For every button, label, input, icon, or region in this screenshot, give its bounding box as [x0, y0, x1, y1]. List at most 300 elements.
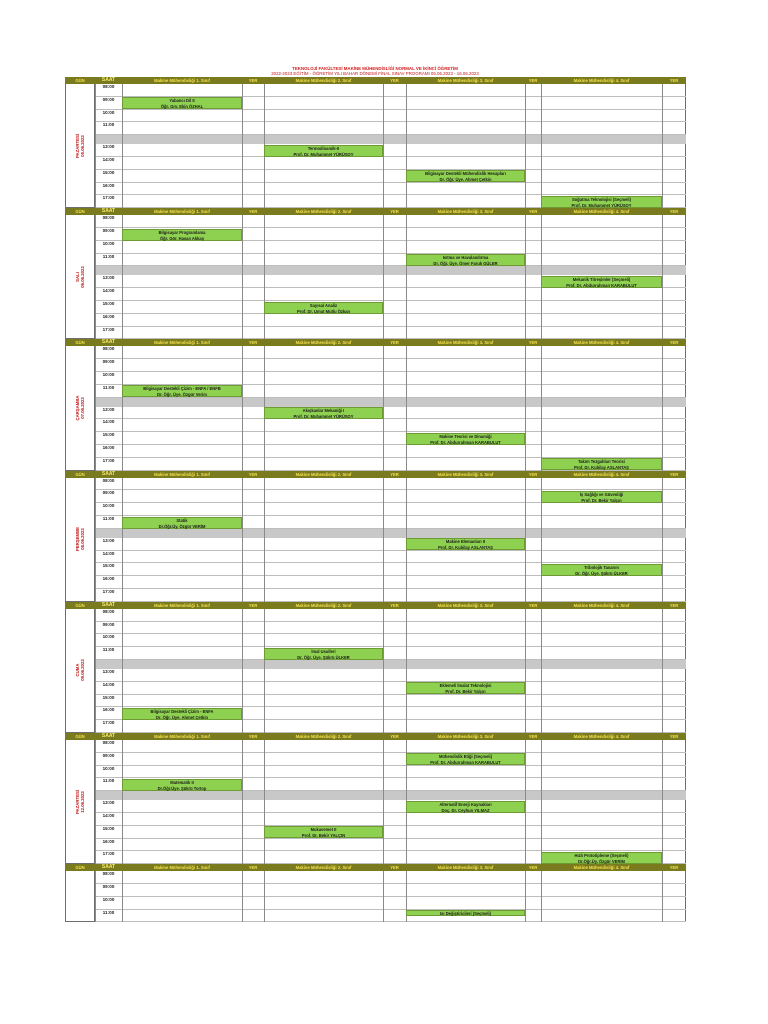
column-divider — [541, 84, 542, 208]
time-label: 15:00 — [102, 432, 115, 438]
header-yer: YER — [390, 471, 399, 477]
header-yer: YER — [528, 602, 538, 608]
column-divider — [95, 215, 96, 339]
column-divider — [264, 609, 265, 733]
exam-course: Soğutma Teknolojisi (Seçmeli) — [571, 196, 632, 202]
time-label: 08:00 — [102, 740, 115, 745]
exam-course: Yabancı Dil II — [169, 98, 195, 104]
exam-instructor: Prof. Dr. Kubilay ASLANTAŞ — [438, 545, 493, 551]
column-divider — [406, 215, 407, 339]
lunch-break-row — [95, 791, 686, 800]
column-divider — [383, 740, 384, 864]
header-yer: YER — [669, 209, 679, 215]
time-row — [95, 576, 686, 589]
time-row — [95, 288, 686, 301]
exam-instructor: Dr.Öğr.Üye. Şükrü Tortop — [157, 785, 207, 791]
exam-course: Matematik II — [170, 779, 194, 785]
header-yer: YER — [390, 734, 399, 739]
column-divider — [406, 84, 407, 208]
time-row — [95, 622, 686, 635]
day-date: 07.06.2023 — [80, 397, 85, 419]
time-row — [95, 753, 686, 766]
exam-instructor: Öğr. Grv. Ekin ÖZHAL — [160, 104, 204, 110]
header-yer: YER — [248, 209, 258, 215]
exam-instructor: Prof. Dr. Bekir YALÇIN — [301, 833, 346, 839]
time-label: 16:00 — [102, 707, 115, 713]
header-class-4: Makine Mühendisliği 4. Sınıf — [573, 865, 630, 871]
column-divider — [406, 346, 407, 470]
lunch-break-row — [95, 135, 686, 144]
column-divider — [264, 215, 265, 339]
time-label: 08:00 — [102, 346, 115, 352]
header-yer: YER — [390, 602, 399, 608]
time-row — [95, 766, 686, 779]
time-row — [95, 183, 686, 196]
column-divider — [525, 84, 526, 208]
exam-cell[interactable] — [541, 458, 662, 470]
header-gun: GÜN — [75, 340, 85, 346]
column-divider — [525, 740, 526, 864]
time-label: 17:00 — [102, 851, 115, 857]
column-divider — [122, 740, 123, 864]
column-divider — [662, 346, 663, 470]
day-name: PAZARTESİ — [75, 133, 80, 158]
schedule-header-row — [65, 208, 686, 215]
day-date: 08.06.2023 — [80, 528, 85, 550]
exam-cell[interactable] — [406, 254, 525, 266]
column-divider — [264, 871, 265, 922]
time-row — [95, 215, 686, 228]
column-divider — [242, 871, 243, 922]
column-divider — [383, 609, 384, 733]
column-divider — [525, 478, 526, 602]
header-saat: SAAT — [101, 339, 116, 346]
day-name: CUMA — [75, 663, 80, 677]
exam-course: Hızlı Prototipleme (Seçmeli) — [574, 852, 629, 858]
exam-cell[interactable] — [122, 779, 242, 791]
header-saat: SAAT — [101, 601, 116, 608]
time-row — [95, 740, 686, 753]
header-class-1: Makine Mühendisliği 1. Sınıf — [154, 734, 210, 739]
time-row — [95, 254, 686, 267]
header-yer: YER — [390, 209, 399, 215]
time-row — [95, 327, 686, 340]
header-gun: GÜN — [75, 865, 85, 871]
time-label: 16:00 — [102, 576, 115, 582]
time-label: 10:00 — [102, 765, 115, 771]
header-yer: YER — [669, 734, 679, 739]
exam-cell[interactable] — [406, 538, 525, 550]
time-label: 14:00 — [102, 157, 115, 162]
header-class-4: Makine Mühendisliği 4. Sınıf — [573, 78, 630, 83]
column-divider — [525, 871, 526, 922]
time-label: 13:00 — [102, 669, 115, 674]
header-yer: YER — [248, 602, 258, 608]
header-yer: YER — [248, 340, 258, 346]
time-label: 09:00 — [102, 96, 115, 102]
exam-course: Isı Değiştiricileri (Seçmeli) — [440, 911, 491, 917]
time-row — [95, 634, 686, 647]
column-divider — [406, 609, 407, 733]
time-label: 09:00 — [102, 621, 115, 627]
header-saat: SAAT — [101, 208, 116, 215]
header-saat: SAAT — [101, 733, 116, 739]
exam-course: Makine Teorisi ve Dinamiği — [439, 433, 492, 439]
lunch-break-row — [95, 660, 686, 669]
column-divider — [264, 740, 265, 864]
exam-course: Mukavemet II — [310, 827, 337, 833]
column-divider — [95, 346, 96, 470]
time-label: 15:00 — [102, 301, 115, 306]
time-label: 13:00 — [102, 537, 115, 543]
column-divider — [242, 478, 243, 602]
header-class-3: Makine Mühendisliği 3. Sınıf — [437, 209, 494, 215]
header-class-3: Makine Mühendisliği 3. Sınıf — [437, 78, 494, 83]
column-divider — [122, 346, 123, 470]
header-gun: GÜN — [75, 602, 85, 608]
column-divider — [95, 84, 96, 208]
header-class-2: Makine Mühendisliği 2. Sınıf — [295, 734, 352, 739]
time-label: 11:00 — [102, 647, 115, 653]
time-row — [95, 884, 686, 897]
page-title: TEKNOLOJİ FAKÜLTESİ MAKİNE MÜHENDİSLİĞİ NORMAL VE İKİNCİ ÖĞRETİM — [292, 66, 458, 71]
column-divider — [242, 346, 243, 470]
exam-course: Mühendislik Etiği (Seçmeli) — [438, 754, 492, 760]
exam-cell[interactable] — [541, 564, 662, 576]
time-row — [95, 669, 686, 682]
exam-course: Bilgisayar Destekli Çizim - ENFA / ENFB — [143, 386, 221, 392]
column-divider — [383, 84, 384, 208]
exam-cell[interactable] — [122, 229, 242, 241]
header-class-2: Makine Mühendisliği 2. Sınıf — [295, 865, 352, 871]
header-class-2: Makine Mühendisliği 2. Sınıf — [295, 78, 352, 83]
time-label: 16:00 — [102, 445, 115, 450]
page-subtitle: 2022-2023 EĞİTİM - ÖĞRETİM YILI BAHAR DÖNEMİ FİNAL SINAV PROGRAMI 05.06.2023 - 16.06.2023 — [271, 71, 479, 76]
header-saat: SAAT — [101, 470, 116, 477]
time-label: 10:00 — [102, 109, 115, 115]
time-label: 15:00 — [102, 563, 115, 569]
time-row — [95, 695, 686, 708]
header-class-1: Makine Mühendisliği 1. Sınıf — [154, 471, 210, 477]
column-divider — [242, 84, 243, 208]
column-divider — [662, 84, 663, 208]
column-divider — [383, 215, 384, 339]
column-divider — [541, 871, 542, 922]
time-label: 13:00 — [102, 800, 115, 806]
column-divider — [122, 478, 123, 602]
exam-instructor: Dr. Öğr. Üye. Özgür Verim — [157, 392, 207, 398]
time-row — [95, 839, 686, 852]
exam-cell[interactable] — [122, 708, 242, 720]
header-class-2: Makine Mühendisliği 2. Sınıf — [295, 209, 352, 215]
header-yer: YER — [528, 340, 538, 346]
lunch-break-row — [95, 266, 686, 275]
header-class-4: Makine Mühendisliği 4. Sınıf — [573, 734, 630, 739]
time-row — [95, 346, 686, 359]
header-yer: YER — [390, 340, 399, 346]
time-label: 10:00 — [102, 503, 115, 509]
exam-course: Tribolojik Tasarım — [584, 564, 619, 570]
exam-instructor: Prof. Dr. Abdurrahman KARABULUT — [430, 760, 501, 766]
time-label: 10:00 — [102, 372, 115, 377]
time-row — [95, 359, 686, 372]
time-row — [95, 122, 686, 135]
header-yer: YER — [390, 78, 399, 83]
header-class-3: Makine Mühendisliği 3. Sınıf — [437, 734, 494, 739]
column-divider — [242, 215, 243, 339]
time-label: 09:00 — [102, 359, 115, 365]
time-label: 16:00 — [102, 838, 115, 844]
time-label: 10:00 — [102, 634, 115, 640]
time-label: 17:00 — [102, 326, 115, 332]
exam-cell[interactable] — [264, 648, 383, 660]
exam-cell[interactable] — [264, 826, 383, 838]
column-divider — [662, 478, 663, 602]
column-divider — [662, 609, 663, 733]
time-label: 10:00 — [102, 240, 115, 246]
header-yer: YER — [669, 471, 679, 477]
column-divider — [662, 215, 663, 339]
exam-cell[interactable] — [541, 852, 662, 864]
exam-instructor: Prof. Dr. Abdurrahman KARABULUT — [430, 439, 501, 445]
exam-course: Akışkanlar Mekaniği I — [302, 408, 345, 414]
time-label: 11:00 — [102, 253, 115, 259]
exam-instructor: Prof. Dr. Abdurrahman KARABULUT — [566, 282, 637, 288]
time-row — [95, 800, 686, 813]
exam-instructor: Dr.Öğr.Üy. Özgür VERİM — [158, 523, 206, 529]
time-row — [95, 445, 686, 458]
time-label: 11:00 — [102, 909, 115, 915]
exam-course: Bilgisayar Programlama — [158, 229, 206, 235]
exam-course: Isıtma ve Havalandırma — [442, 255, 489, 261]
header-yer: YER — [390, 865, 399, 871]
header-class-1: Makine Mühendisliği 1. Sınıf — [154, 78, 210, 83]
exam-cell[interactable] — [406, 910, 525, 916]
day-date: 09.06.2023 — [80, 659, 85, 682]
column-divider — [383, 346, 384, 470]
exam-cell[interactable] — [264, 145, 383, 157]
exam-course: Takım Tezgahları Teorisi — [578, 459, 625, 465]
header-yer: YER — [248, 734, 258, 739]
exam-cell[interactable] — [406, 170, 525, 182]
column-divider — [541, 346, 542, 470]
time-row — [95, 609, 686, 622]
column-divider — [95, 740, 96, 864]
column-divider — [662, 871, 663, 922]
header-gun: GÜN — [75, 209, 85, 215]
exam-cell[interactable] — [406, 801, 525, 813]
time-row — [95, 314, 686, 327]
time-row — [95, 897, 686, 910]
exam-cell[interactable] — [406, 433, 525, 445]
time-label: 14:00 — [102, 550, 115, 556]
header-yer: YER — [669, 602, 679, 608]
day-date: 05.06.2023 — [80, 134, 85, 157]
exam-cell[interactable] — [541, 196, 662, 208]
header-class-4: Makine Mühendisliği 4. Sınıf — [573, 209, 630, 215]
header-class-1: Makine Mühendisliği 1. Sınıf — [154, 602, 210, 608]
exam-course: Mekanik Titreşimler (Seçmeli) — [572, 276, 631, 282]
day-name: SALI — [75, 271, 80, 282]
exam-cell[interactable] — [122, 97, 242, 109]
exam-course: İmal Usulleri — [311, 648, 336, 654]
time-row — [95, 372, 686, 385]
time-label: 08:00 — [102, 215, 115, 221]
time-label: 10:00 — [102, 896, 115, 902]
column-divider — [264, 478, 265, 602]
header-saat: SAAT — [101, 77, 116, 83]
column-divider — [95, 871, 96, 922]
header-class-4: Makine Mühendisliği 4. Sınıf — [573, 471, 630, 477]
header-yer: YER — [669, 865, 679, 871]
time-row — [95, 110, 686, 123]
exam-course: Statik — [176, 517, 188, 523]
time-label: 13:00 — [102, 406, 115, 412]
time-label: 08:00 — [102, 84, 115, 89]
exam-instructor: Prof. Dr. Bekir Yalçın — [581, 497, 622, 503]
exam-course: Sayısal Analiz — [309, 302, 338, 308]
time-row — [95, 407, 686, 420]
time-label: 16:00 — [102, 182, 115, 188]
time-label: 15:00 — [102, 825, 115, 831]
exam-course: Makine Elemanları II — [445, 539, 486, 545]
header-yer: YER — [669, 340, 679, 346]
header-class-4: Makine Mühendisliği 4. Sınıf — [573, 602, 630, 608]
time-label: 13:00 — [102, 144, 115, 150]
header-class-3: Makine Mühendisliği 3. Sınıf — [437, 471, 494, 477]
header-class-2: Makine Mühendisliği 2. Sınıf — [295, 471, 352, 477]
exam-instructor: Prof. Dr. Muhammet YÜRÜSOY — [571, 202, 632, 208]
time-row — [95, 503, 686, 516]
header-class-2: Makine Mühendisliği 2. Sınıf — [295, 340, 352, 346]
day-name: ÇARŞAMBA — [75, 395, 80, 421]
header-class-1: Makine Mühendisliği 1. Sınıf — [154, 340, 210, 346]
schedule-header-row — [65, 864, 686, 871]
time-label: 15:00 — [102, 169, 115, 175]
time-label: 17:00 — [102, 457, 115, 463]
header-yer: YER — [248, 865, 258, 871]
time-label: 13:00 — [102, 275, 115, 281]
exam-course: Alternatif Enerji Kaynakları — [439, 801, 492, 807]
header-class-1: Makine Mühendisliği 1. Sınıf — [154, 865, 210, 871]
exam-cell[interactable] — [406, 682, 525, 694]
time-row — [95, 720, 686, 733]
time-label: 08:00 — [102, 871, 115, 877]
day-name: PAZARTESİ — [75, 789, 80, 814]
schedule-header-row — [65, 77, 686, 84]
time-row — [95, 910, 686, 923]
time-label: 17:00 — [102, 720, 115, 726]
exam-instructor: Dr.Öğr.Üy. Özgür VERİM — [578, 858, 625, 864]
column-divider — [242, 609, 243, 733]
exam-instructor: Dr. Öğr. Üye. Ahmet Çetkin — [156, 714, 208, 720]
schedule-header-row — [65, 733, 686, 740]
column-divider — [122, 871, 123, 922]
time-row — [95, 871, 686, 884]
header-yer: YER — [528, 734, 538, 739]
header-yer: YER — [528, 209, 538, 215]
time-label: 11:00 — [102, 384, 115, 390]
exam-instructor: Prof. Dr. Kubilay ASLANTAŞ — [574, 465, 629, 471]
exam-cell[interactable] — [122, 385, 242, 397]
time-label: 14:00 — [102, 813, 115, 818]
time-row — [95, 301, 686, 314]
header-class-3: Makine Mühendisliği 3. Sınıf — [437, 340, 494, 346]
column-divider — [383, 478, 384, 602]
exam-instructor: Dr. Öğr. Üye. Ahmet Çetkin — [439, 177, 492, 183]
time-label: 17:00 — [102, 195, 115, 201]
time-row — [95, 241, 686, 254]
header-class-1: Makine Mühendisliği 1. Sınıf — [154, 209, 210, 215]
lunch-break-row — [95, 529, 686, 538]
time-row — [95, 478, 686, 491]
time-row — [95, 157, 686, 170]
column-divider — [383, 871, 384, 922]
exam-cell[interactable] — [541, 276, 662, 288]
time-label: 08:00 — [102, 477, 115, 483]
time-row — [95, 432, 686, 445]
header-yer: YER — [528, 865, 538, 871]
header-yer: YER — [528, 78, 538, 83]
exam-cell[interactable] — [122, 517, 242, 529]
time-row — [95, 538, 686, 551]
time-row — [95, 170, 686, 183]
exam-course: Termodinamik-II — [307, 145, 340, 151]
header-gun: GÜN — [75, 471, 85, 477]
day-date: 06.06.2023 — [80, 266, 85, 288]
time-row — [95, 589, 686, 602]
time-row — [95, 682, 686, 695]
exam-cell[interactable] — [406, 753, 525, 765]
schedule-header-row — [65, 602, 686, 609]
time-label: 08:00 — [102, 608, 115, 614]
column-divider — [525, 215, 526, 339]
time-label: 14:00 — [102, 288, 115, 294]
exam-instructor: Prof. Dr. Bekir Yalçın — [445, 689, 486, 695]
header-class-4: Makine Mühendisliği 4. Sınıf — [573, 340, 630, 346]
time-label: 14:00 — [102, 419, 115, 425]
header-class-3: Makine Mühendisliği 3. Sınıf — [437, 865, 494, 871]
time-row — [95, 551, 686, 564]
header-class-2: Makine Mühendisliği 2. Sınıf — [295, 602, 352, 608]
column-divider — [95, 609, 96, 733]
exam-course: Bilgisayar Destekli Mühendislik Hesapları — [425, 171, 506, 177]
exam-course: Bilgisayar Destekli Çizim - ENFA — [150, 708, 214, 714]
exam-cell[interactable] — [264, 407, 383, 419]
header-yer: YER — [669, 78, 679, 83]
header-saat: SAAT — [101, 864, 116, 871]
time-label: 17:00 — [102, 589, 115, 594]
exam-instructor: Dr. Öğr. Üye. Şükrü ÜLKER — [575, 570, 628, 576]
column-divider — [541, 740, 542, 864]
column-divider — [525, 609, 526, 733]
header-gun: GÜN — [75, 734, 85, 739]
schedule-header-row — [65, 471, 686, 478]
exam-instructor: Prof. Dr. Umut Mutlu Özkan — [297, 308, 350, 314]
column-divider — [662, 740, 663, 864]
exam-course: Eklemeli İmalat Teknolojisi — [439, 683, 492, 689]
exam-cell[interactable] — [541, 491, 662, 503]
header-gun: GÜN — [75, 78, 85, 83]
day-name: PERŞEMBE — [75, 527, 80, 552]
column-divider — [242, 740, 243, 864]
time-label: 15:00 — [102, 694, 115, 700]
time-row — [95, 144, 686, 157]
exam-cell[interactable] — [264, 302, 383, 314]
day-date: 12.06.2023 — [80, 790, 85, 813]
exam-instructor: Prof. Dr. Muhammet YÜRÜSOY — [293, 414, 354, 420]
time-label: 14:00 — [102, 681, 115, 687]
